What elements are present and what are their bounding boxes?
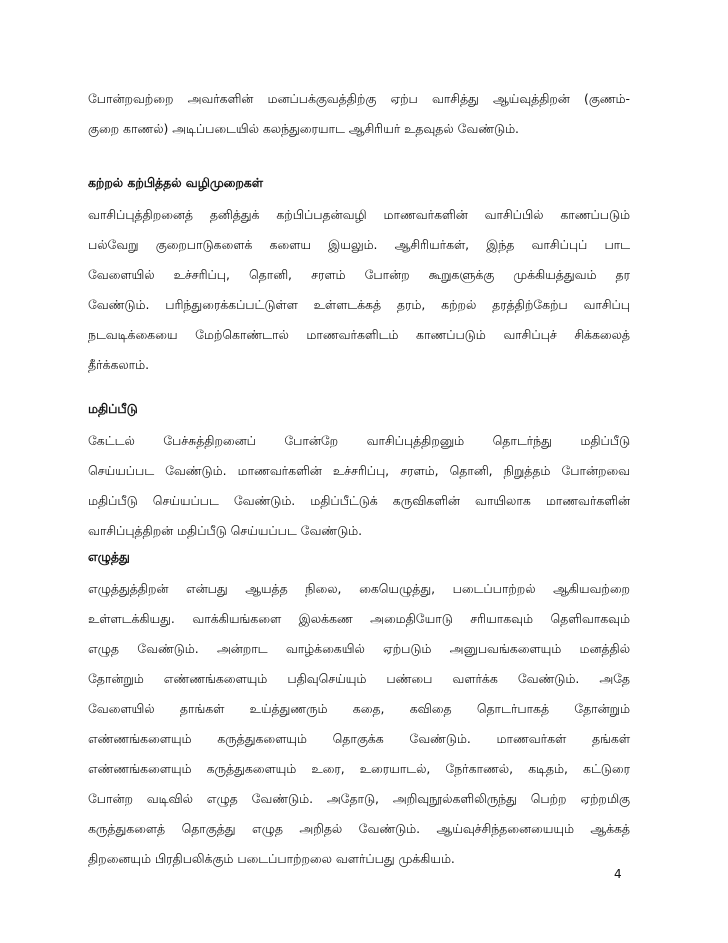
paragraph-line: உள்ளடக்கியது. வாக்கியங்களை இலக்கண அமைதியோடு சரியாகவும் தெளிவாகவும் [88,611,630,626]
section-heading: மதிப்பீடு [88,401,138,416]
section-heading: கற்றல் கற்பித்தல் வழிமுறைகள் [88,175,263,190]
paragraph-line: போன்றவற்றை அவர்களின் மனப்பக்குவத்திற்கு ஏற்ப வாசித்து ஆய்வுத்திறன் (குணம்- [88,91,630,106]
paragraph-line: வேண்டும். பரிந்துரைக்கப்பட்டுள்ள உள்ளடக்கத் தரம், கற்றல் தரத்திற்கேற்ப வாசிப்பு [88,297,630,312]
paragraph-line: எண்ணங்களையும் கருத்துகளையும் உரை, உரையாடல், நேர்காணல், கடிதம், கட்டுரை [88,761,630,776]
paragraph-line: நடவடிக்கையை மேற்கொண்டால் மாணவர்களிடம் காணப்படும் வாசிப்புச் சிக்கலைத் [88,327,630,342]
paragraph-line: தோன்றும் எண்ணங்களையும் பதிவுசெய்யும் பண்பை வளர்க்க வேண்டும். அதே [88,671,630,686]
paragraph-line: போன்ற வடிவில் எழுத வேண்டும். அதோடு, அறிவுநூல்களிலிருந்து பெற்ற ஏற்றமிகு [88,791,630,806]
paragraph-line: எழுத வேண்டும். அன்றாட வாழ்க்கையில் ஏற்படும் அனுபவங்களையும் மனத்தில் [88,641,630,656]
section-assessment [88,394,630,546]
paragraph-line: கேட்டல் பேச்சுத்திறனைப் போன்றே வாசிப்புத்திறனும் தொடர்ந்து மதிப்பீடு [88,433,630,448]
section-paragraph [88,574,630,874]
paragraph-line: வாசிப்புத்திறனைத் தனித்துக் கற்பிப்பதன்வழி மாணவர்களின் வாசிப்பில் காணப்படும் [88,207,630,222]
section-heading: எழுத்து [88,549,130,564]
paragraph-line: வேளையில் தாங்கள் உய்த்துணரும் கதை, கவிதை தொடர்பாகத் தோன்றும் [88,701,630,716]
paragraph-line: வாசிப்புத்திறன் மதிப்பீடு செய்யப்பட வேண்டும். [88,523,363,538]
section-paragraph [88,426,630,546]
intro-paragraph [88,84,630,144]
paragraph-line: தீர்க்கலாம். [88,357,150,372]
paragraph-line: கருத்துகளைத் தொகுத்து எழுத அறிதல் வேண்டும். ஆய்வுச்சிந்தனையையும் ஆக்கத் [88,821,630,836]
paragraph-line: மதிப்பீடு செய்யப்பட வேண்டும். மதிப்பீட்டுக் கருவிகளின் வாயிலாக மாணவர்களின் [88,493,630,508]
paragraph-line: செய்யப்பட வேண்டும். மாணவர்களின் உச்சரிப்பு, சரளம், தொனி, நிறுத்தம் போன்றவை [88,463,630,478]
paragraph-line: எண்ணங்களையும் கருத்துகளையும் தொகுக்க வேண்டும். மாணவர்கள் தங்கள் [88,731,630,746]
section-writing [88,542,630,874]
paragraph-line: பல்வேறு குறைபாடுகளைக் களைய இயலும். ஆசிரியர்கள், இந்த வாசிப்புப் பாட [88,237,630,252]
paragraph-line: எழுத்துத்திறன் என்பது ஆயத்த நிலை, கையெழுத்து, படைப்பாற்றல் ஆகியவற்றை [88,581,630,596]
paragraph-line: குறை காணல்) அடிப்படையில் கலந்துரையாட ஆசிரியர் உதவுதல் வேண்டும். [88,121,519,136]
section-paragraph [88,200,630,380]
section-teaching-methods [88,168,630,380]
page-number: 4 [614,867,622,881]
paragraph-line: வேளையில் உச்சரிப்பு, தொனி, சரளம் போன்ற கூறுகளுக்கு முக்கியத்துவம் தர [88,267,630,282]
paragraph-line: திறனையும் பிரதிபலிக்கும் படைப்பாற்றலை வளர்ப்பது முக்கியம். [88,851,455,866]
